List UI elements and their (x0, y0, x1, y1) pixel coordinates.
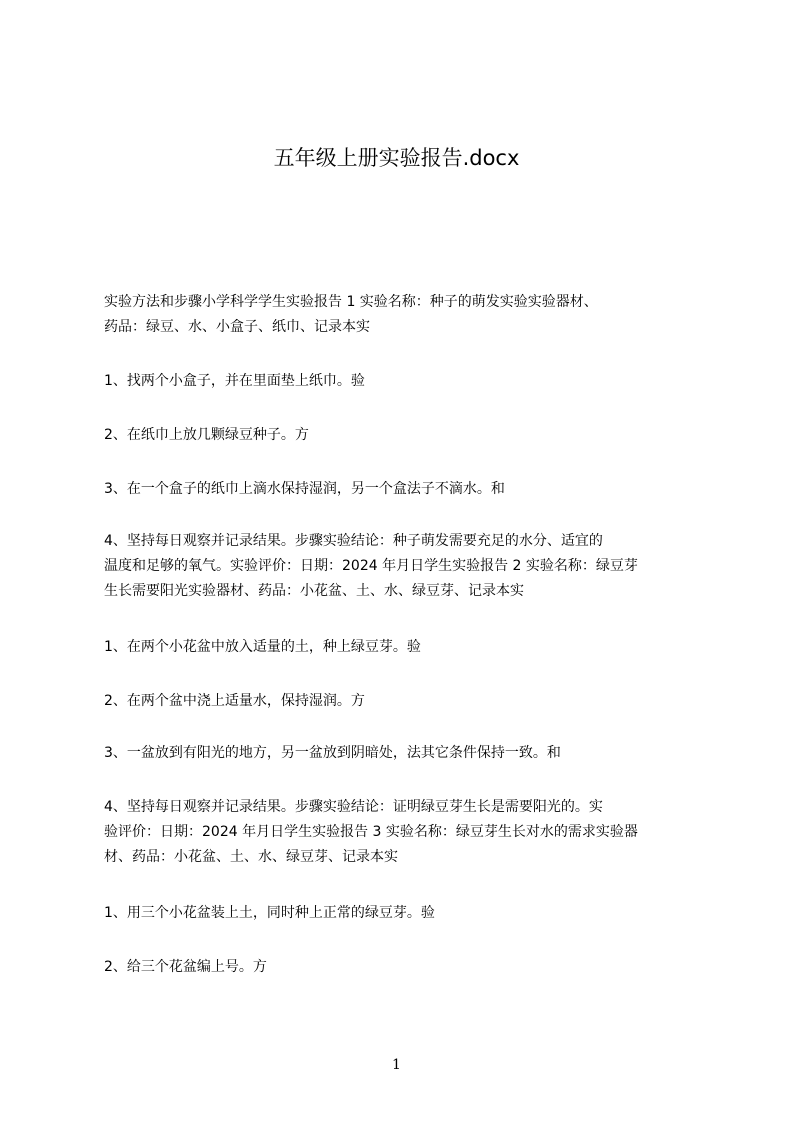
paragraph-line: 验评价：日期：2024 年月日学生实验报告 3 实验名称：绿豆芽生长对水的需求实验器 (104, 824, 638, 840)
paragraph-step (104, 741, 714, 766)
paragraph-line: 1、用三个小花盆装上土，同时种上正常的绿豆芽。验 (104, 905, 435, 921)
paragraph-line: 4、坚持每日观察并记录结果。步骤实验结论：种子萌发需要充足的水分、适宜的 (104, 533, 603, 549)
paragraph-line: 实验方法和步骤小学科学学生实验报告 1 实验名称：种子的萌发实验实验器材、 (104, 294, 598, 310)
paragraph-line: 2、给三个花盆编上号。方 (104, 959, 267, 975)
paragraph-line: 4、坚持每日观察并记录结果。步骤实验结论：证明绿豆芽生长是需要阳光的。实 (104, 799, 603, 815)
paragraph-line: 温度和足够的氧气。实验评价：日期：2024 年月日学生实验报告 2 实验名称：绿豆芽 (104, 558, 638, 574)
paragraph-step (104, 369, 714, 394)
paragraph-line: 药品：绿豆、水、小盒子、纸巾、记录本实 (104, 319, 370, 335)
paragraph-conclusion (104, 529, 714, 604)
paragraph-step (104, 477, 714, 502)
paragraph-line: 材、药品：小花盆、土、水、绿豆芽、记录本实 (104, 849, 398, 865)
paragraph-line: 2、在两个盆中浇上适量水，保持湿润。方 (104, 693, 365, 709)
paragraph-intro (104, 290, 714, 340)
paragraph-line: 2、在纸巾上放几颗绿豆种子。方 (104, 427, 309, 443)
paragraph-line: 1、在两个小花盆中放入适量的土，种上绿豆芽。验 (104, 639, 421, 655)
paragraph-line: 3、在一个盒子的纸巾上滴水保持湿润，另一个盒法子不滴水。和 (104, 481, 505, 497)
document-title: 五年级上册实验报告.docx (273, 146, 520, 170)
paragraph-line: 生长需要阳光实验器材、药品：小花盆、土、水、绿豆芽、记录本实 (104, 583, 524, 599)
paragraph-step (104, 423, 714, 448)
paragraph-step (104, 955, 714, 980)
paragraph-step (104, 689, 714, 714)
paragraph-line: 1、找两个小盒子，并在里面垫上纸巾。验 (104, 373, 365, 389)
paragraph-step (104, 901, 714, 926)
page-number: 1 (392, 1057, 401, 1073)
paragraph-step (104, 635, 714, 660)
paragraph-line: 3、一盆放到有阳光的地方，另一盆放到阴暗处，法其它条件保持一致。和 (104, 745, 561, 761)
paragraph-conclusion (104, 795, 714, 870)
